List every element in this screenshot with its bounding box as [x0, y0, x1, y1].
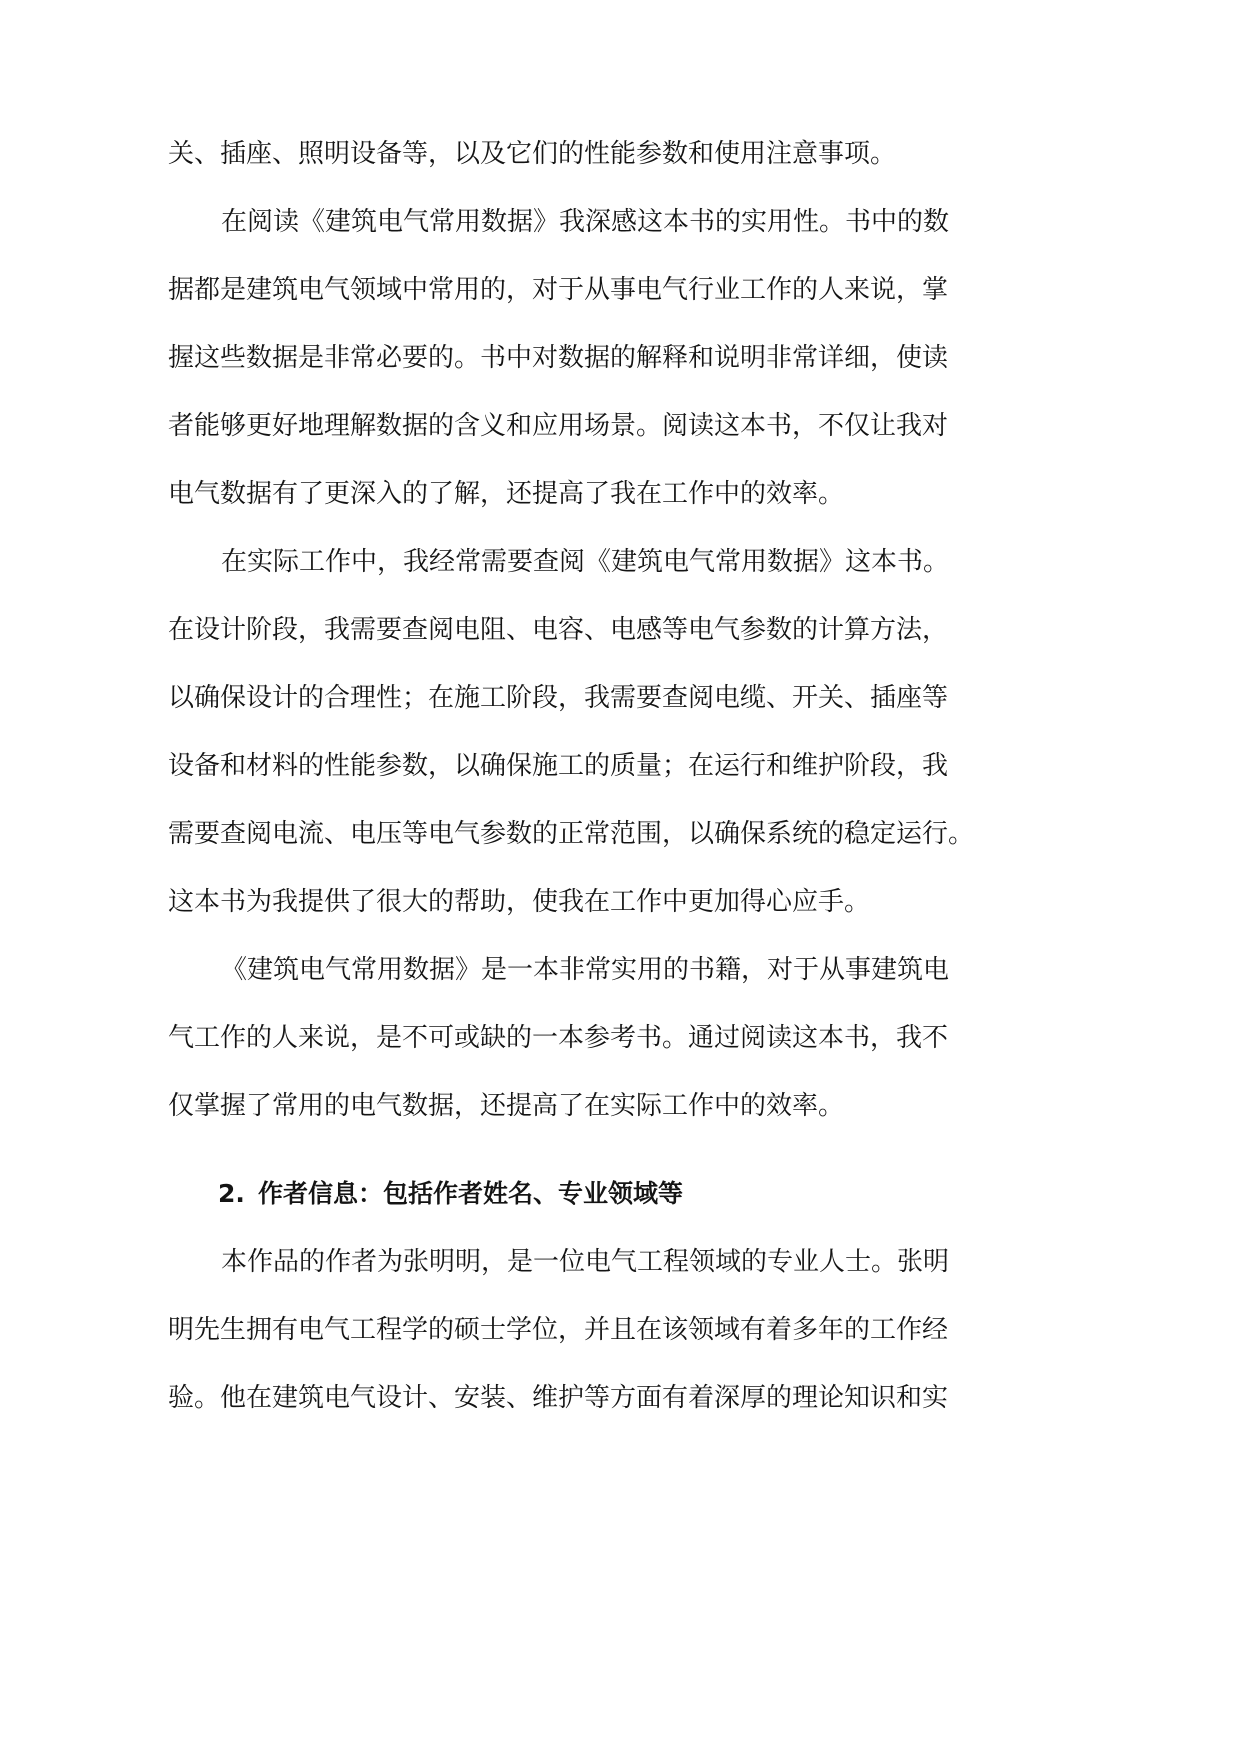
body-text-line: 明先生拥有电气工程学的硕士学位，并且在该领域有着多年的工作经 [168, 1315, 949, 1345]
body-text-line: 气工作的人来说，是不可或缺的一本参考书。通过阅读这本书，我不 [168, 1023, 949, 1053]
body-text-line: 关、插座、照明设备等，以及它们的性能参数和使用注意事项。 [168, 139, 897, 169]
section-title: 作者信息：包括作者姓名、专业领域等 [258, 1179, 684, 1208]
body-text-line: 电气数据有了更深入的了解，还提高了我在工作中的效率。 [168, 479, 845, 509]
section-heading [218, 1174, 683, 1214]
body-text-line: 以确保设计的合理性；在施工阶段，我需要查阅电缆、开关、插座等 [168, 683, 949, 713]
body-text-line: 设备和材料的性能参数，以确保施工的质量；在运行和维护阶段，我 [168, 751, 949, 781]
body-text-line: 本作品的作者为张明明，是一位电气工程领域的专业人士。张明 [221, 1247, 950, 1277]
section-number: 2. [218, 1179, 245, 1208]
body-text-line: 者能够更好地理解数据的含义和应用场景。阅读这本书，不仅让我对 [168, 411, 949, 441]
body-text-line: 在阅读《建筑电气常用数据》我深感这本书的实用性。书中的数 [221, 207, 950, 237]
body-text-line: 握这些数据是非常必要的。书中对数据的解释和说明非常详细，使读 [168, 343, 949, 373]
body-text-line: 需要查阅电流、电压等电气参数的正常范围，以确保系统的稳定运行。 [168, 819, 975, 849]
body-text-line: 据都是建筑电气领域中常用的，对于从事电气行业工作的人来说，掌 [168, 275, 949, 305]
body-text-line: 在实际工作中，我经常需要查阅《建筑电气常用数据》这本书。 [221, 547, 950, 577]
body-text-line: 验。他在建筑电气设计、安装、维护等方面有着深厚的理论知识和实 [168, 1383, 949, 1413]
body-text-line: 这本书为我提供了很大的帮助，使我在工作中更加得心应手。 [168, 887, 871, 917]
body-text-line: 在设计阶段，我需要查阅电阻、电容、电感等电气参数的计算方法， [168, 615, 949, 645]
body-text-line: 仅掌握了常用的电气数据，还提高了在实际工作中的效率。 [168, 1091, 845, 1121]
body-text-line: 《建筑电气常用数据》是一本非常实用的书籍，对于从事建筑电 [221, 955, 950, 985]
